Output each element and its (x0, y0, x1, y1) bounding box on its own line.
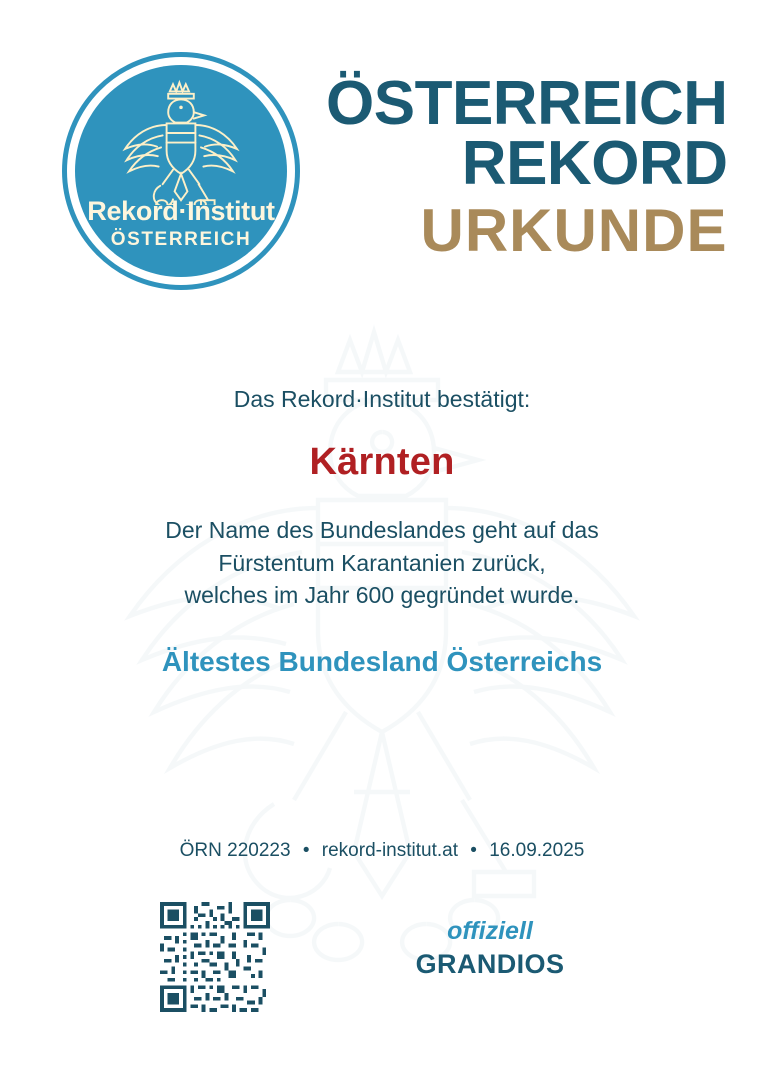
institute-seal (62, 52, 300, 290)
stamp-line-1: offiziell (447, 917, 533, 945)
confirmation-line: Das Rekord·Institut bestätigt: (233, 386, 531, 412)
description-line-2: Fürstentum Karantanien zurück, (218, 549, 546, 576)
record-description (70, 514, 694, 612)
austrian-eagle-icon (117, 77, 245, 205)
seal-institute-name: Rekord·Institut (87, 196, 275, 226)
official-stamp (380, 918, 600, 980)
description-line-3: welches im Jahr 600 gegründet wurde. (184, 582, 580, 609)
record-number: ÖRN 220223 (179, 840, 291, 861)
certificate-header (0, 0, 764, 290)
footer-meta (0, 840, 764, 862)
description-line-1: Der Name des Bundeslandes geht auf das (165, 517, 599, 543)
footer-row (0, 900, 764, 1010)
title-line-1: ÖSTERREICH (326, 69, 728, 138)
meta-separator-2: • (470, 840, 477, 861)
certificate-body (0, 386, 764, 678)
issue-date: 16.09.2025 (489, 840, 585, 861)
seal-bottom-band (89, 253, 273, 256)
certificate-title (326, 52, 728, 265)
seal-country: ÖSTERREICH (110, 229, 252, 250)
record-title: Ältestes Bundesland Österreichs (161, 645, 603, 677)
record-holder-name: Kärnten (309, 441, 455, 483)
title-line-3: URKUNDE (420, 197, 728, 265)
title-line-2: REKORD (461, 128, 728, 198)
meta-separator-1: • (302, 840, 310, 861)
seal-text-block (75, 198, 287, 249)
stamp-line-2: GRANDIOS (415, 948, 565, 979)
qr-code-icon[interactable] (160, 902, 270, 1012)
website-link[interactable]: rekord-institut.at (321, 840, 459, 861)
seal-inner-disc (75, 65, 287, 277)
